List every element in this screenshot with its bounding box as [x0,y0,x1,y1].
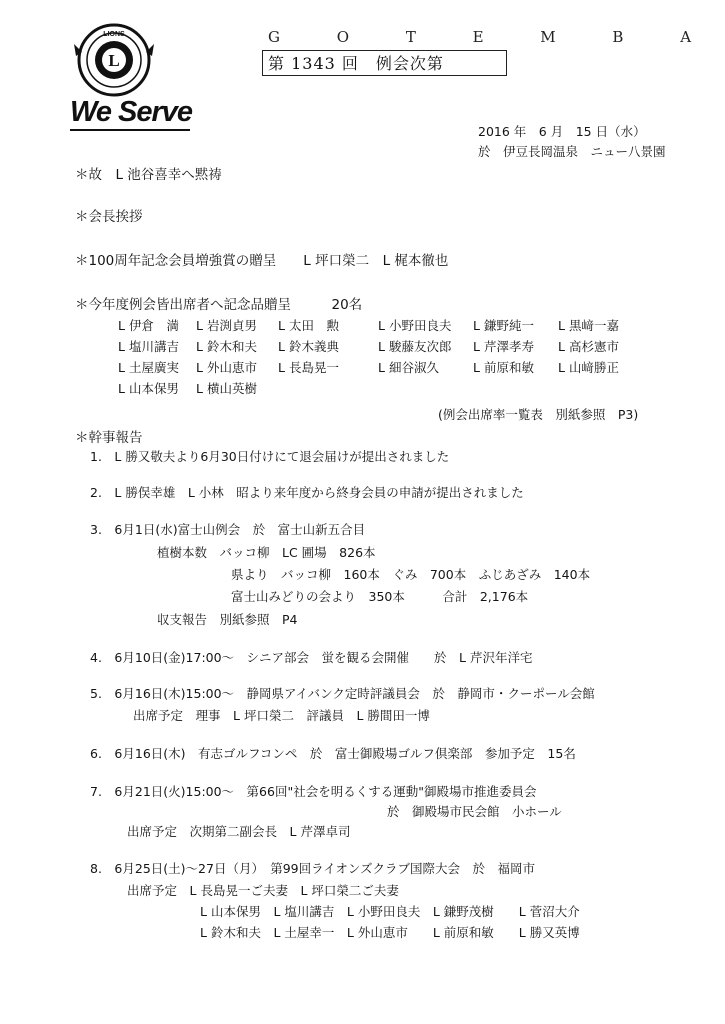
attendee-name: L 岩渕貞男 [196,318,257,333]
club-name: G O T E M B A [268,28,718,46]
meeting-date: 2016 年 6 月 15 日（水） [478,124,646,139]
report-item-2: 2. L 勝俣幸雄 L 小林 昭より来年度から終身会員の申請が提出されました [90,485,524,500]
attendee-name: L 前原和敏 [473,360,534,375]
report-item-7: 7. 6月21日(火)15:00～ 第66回"社会を明るくする運動"御殿場市推進委員会 [90,784,537,799]
agenda-award: ＊100周年記念会員増強賞の贈呈 L 坪口榮二 L 梶本徹也 [75,253,449,269]
attendee-name: L 山﨑勝正 [558,360,619,375]
attendee-name: L 黒﨑一嘉 [558,318,619,333]
attendee-name: L 塩川講吉 [118,339,179,354]
attendee-name: L 鈴木和夫 [196,339,257,354]
report-item-8-line: L 鈴木和夫 L 土屋幸一 L 外山恵市 L 前原和敏 L 勝又英博 [200,925,580,940]
attendee-row [118,358,678,379]
attendee-row [118,379,678,400]
report-item-3-line: 県より バッコ柳 160本 ぐみ 700本 ふじあざみ 140本 [231,567,591,582]
lions-emblem-icon [68,22,198,100]
report-item-6: 6. 6月16日(木) 有志ゴルフコンペ 於 富士御殿場ゴルフ倶楽部 参加予定 15名 [90,746,576,761]
report-item-3: 3. 6月1日(水)富士山例会 於 富士山新五合目 [90,522,366,537]
attendee-name: L 鈴木義典 [278,339,339,354]
agenda-president-greeting: ＊会長挨拶 [75,209,143,225]
logo-letter: L [108,51,120,70]
report-item-8: 8. 6月25日(土)～27日（月） 第99回ライオンズクラブ国際大会 於 福岡市 [90,861,535,876]
report-item-4: 4. 6月10日(金)17:00～ シニア部会 蛍を観る会開催 於 L 芹沢年洋宅 [90,650,533,665]
attendee-name: L 長島晃一 [278,360,339,375]
attendee-name: L 太田 勲 [278,318,339,333]
report-item-5: 5. 6月16日(木)15:00～ 静岡県アイバンク定時評議員会 於 静岡市・クーポール会館 [90,686,595,701]
attendee-name: L 細谷淑久 [378,360,439,375]
we-serve-wordmark: We Serve [70,96,193,128]
logo-text: LIONS [103,31,125,38]
attendee-name: L 鎌野純一 [473,318,534,333]
attendance-note: (例会出席率一覧表 別紙参照 P3) [438,407,639,422]
attendee-row [118,337,678,358]
attendee-name: L 小野田良夫 [378,318,452,333]
attendee-list [118,316,678,400]
attendee-name: L 伊倉 満 [118,318,179,333]
report-heading: ＊幹事報告 [75,430,143,446]
report-item-8-line: L 山本保男 L 塩川講吉 L 小野田良夫 L 鎌野茂樹 L 菅沼大介 [200,904,580,919]
report-item-3-line: 富士山みどりの会より 350本 合計 2,176本 [231,589,529,604]
report-item-1: 1. L 勝又敬夫より6月30日付けにて退会届けが提出されました [90,449,450,464]
agenda-attendance-award: ＊今年度例会皆出席者へ記念品贈呈 20名 [75,297,363,313]
meeting-venue: 於 伊豆長岡温泉 ニュー八景園 [478,144,666,159]
report-item-7-line: 於 御殿場市民会館 小ホール [387,804,562,819]
attendee-name: L 高杉憲市 [558,339,619,354]
report-item-7-line: 出席予定 次期第二副会長 L 芹澤卓司 [127,824,351,839]
report-item-3-line: 植樹本数 バッコ柳 LC 圃場 826本 [157,545,376,560]
attendee-name: L 外山恵市 [196,360,257,375]
attendee-name: L 横山英樹 [196,381,257,396]
attendee-name: L 芹澤孝寿 [473,339,534,354]
agenda-memorial: ＊故 L 池谷喜幸へ黙祷 [75,167,222,183]
attendee-name: L 駿藤友次郎 [378,339,452,354]
attendee-name: L 山本保男 [118,381,179,396]
report-item-8-line: 出席予定 L 長島晃一ご夫妻 L 坪口榮二ご夫妻 [127,883,399,898]
attendee-name: L 土屋廣実 [118,360,179,375]
report-item-3-line: 収支報告 別紙参照 P4 [157,612,298,627]
attendee-row [118,316,678,337]
report-item-5-line: 出席予定 理事 L 坪口榮二 評議員 L 勝間田一博 [133,708,430,723]
meeting-title: 第 1343 回 例会次第 [268,54,444,73]
divider [70,129,190,131]
